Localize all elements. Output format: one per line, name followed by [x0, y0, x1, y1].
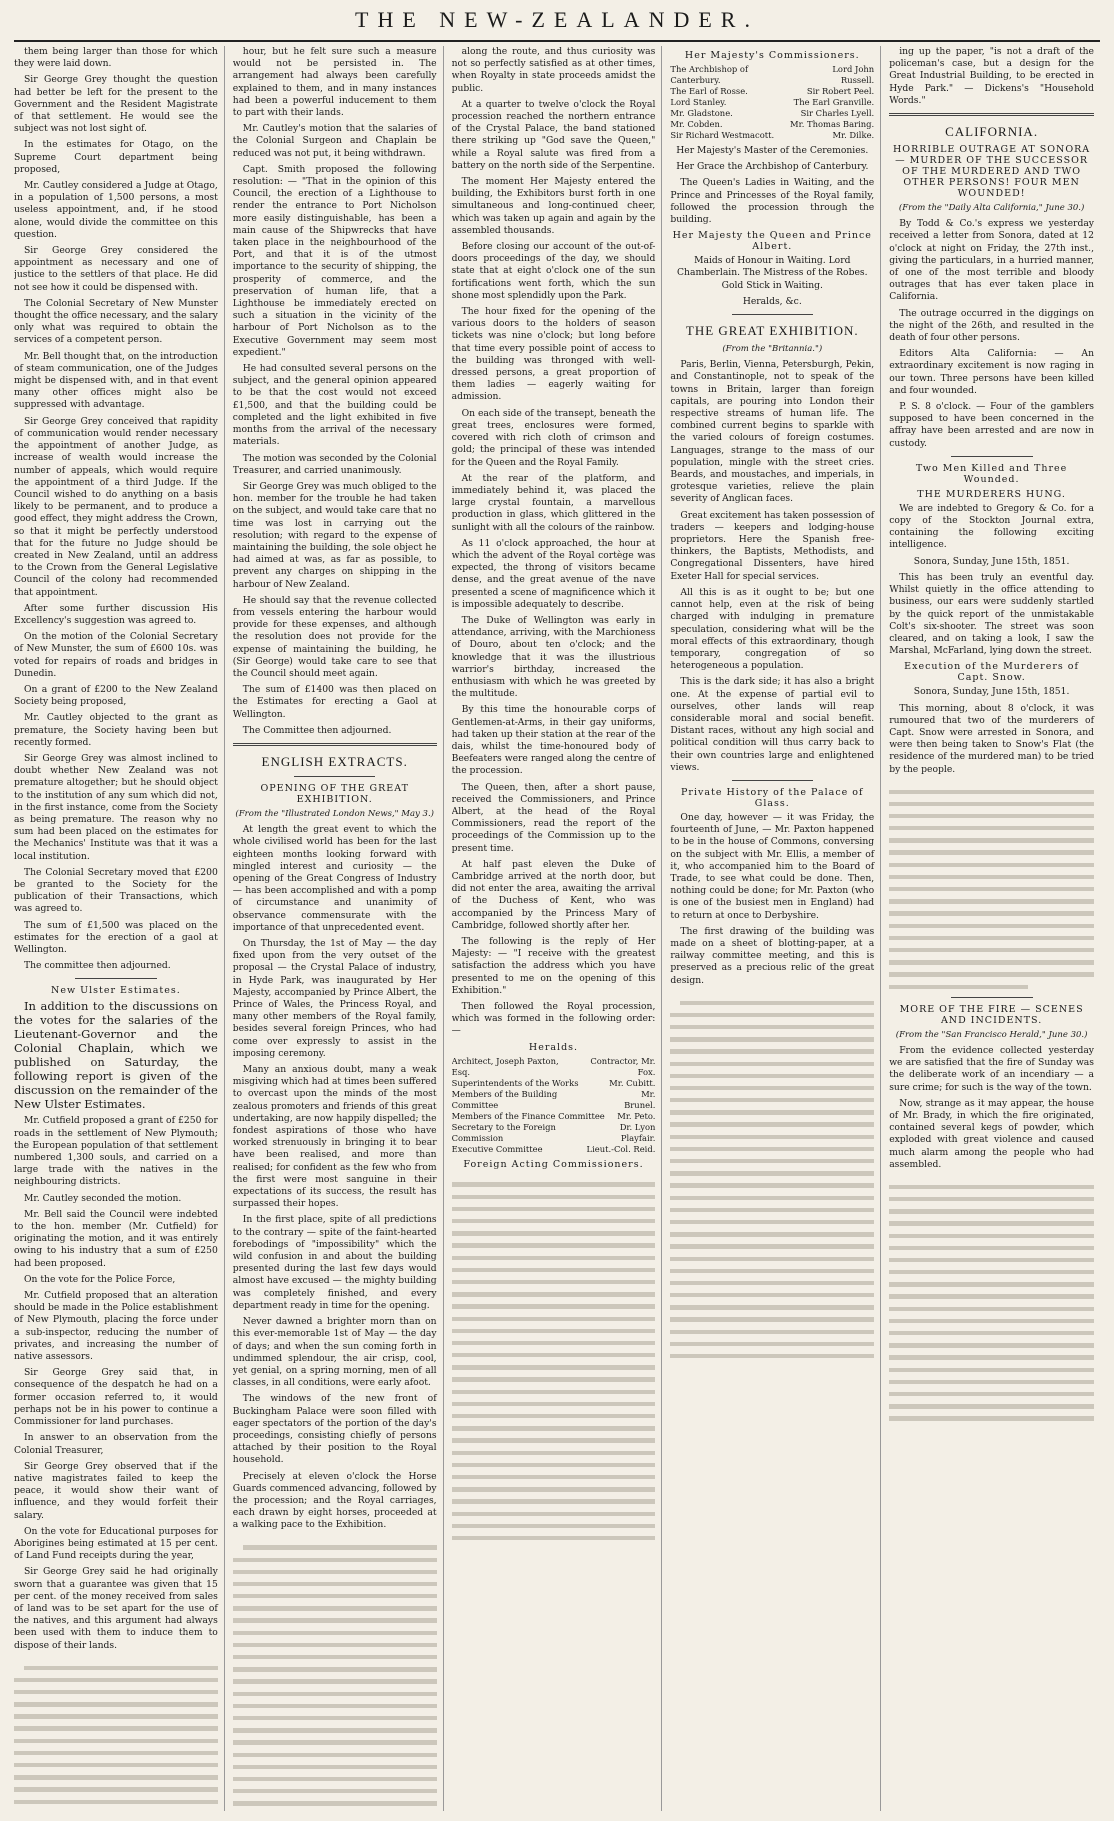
section-heading: ENGLISH EXTRACTS. [261, 753, 408, 769]
column-5 [889, 46, 1100, 1811]
procession-subheading: Foreign Acting Commissioners. [463, 1158, 644, 1170]
paragraph: Mr. Cutfield proposed a grant of £250 for roads in the settlement of New Plymouth; the European population of that settlement numbered 1,300 souls, and carried on a large trade with the natives in the neighbouring districts. [14, 1115, 218, 1188]
column-1 [14, 46, 225, 1811]
paragraph: The Queen's Ladies in Waiting, and the Prince and Princesses of the Royal family, followed the procession through the building. [670, 177, 875, 226]
procession-line: Her Majesty's Master of the Ceremonies. [676, 145, 869, 156]
list-item: Secretary to the Foreign Commission Dr. Lyon Playfair. [451, 1121, 656, 1143]
paragraph: Then followed the Royal procession, which was formed in the following order: — [451, 1001, 656, 1037]
paragraph: This is the dark side; it has also a bright one. At the expense of partial evil to ourselves, other lands will reap considerable moral and social benefit. Distant races, without any high social and political condition will thus carry back to their own countries large and enlightened views. [670, 676, 875, 773]
paragraph: On each side of the transept, beneath the great trees, enclosures were formed, covered with rich cloth of crimson and gold; the principal of these was intended for the Queen and the Royal Family. [451, 407, 656, 468]
list-item: Members of the Finance Committee Mr. Peto. [451, 1110, 656, 1121]
column-3 [452, 46, 663, 1811]
section-divider [951, 997, 1033, 998]
paragraph: On the vote for the Police Force, [24, 1273, 176, 1285]
paragraph: One day, however — it was Friday, the fourteenth of June, — Mr. Paxton happened to be in the house of Commons, conversing on the subject with Mr. Ellis, a member of it, who accompanied him to the Board of Trade, to see what could be done. Then, nothing could be done; for Mr. Paxton (who is one of the busiest men in England) had to return at once to Derbyshire. [670, 811, 875, 921]
list-item: Members of the Building Committee Mr. Brunel. [451, 1088, 656, 1110]
paragraph: Sir George Grey was much obliged to the hon. member for the trouble he had taken on the subject, and would take care that no time was lost in carrying out the resolution; with regard to the expense of maintaining the building, the sole object he had aimed at was, as far as possible, to prevent any charges on shipping in the harbour of New Zealand. [232, 480, 437, 590]
procession-list [452, 1056, 656, 1155]
paragraph: Mr. Cautley considered a Judge at Otago, in a population of 1,500 persons, a most useless appointment, and, if he stood alone, would divide the committee on this question. [14, 180, 218, 240]
royal-line: Her Majesty the Queen and Prince Albert. [672, 230, 872, 253]
paragraph: Mr. Cautley objected to the grant as premature, the Society having been but recently formed. [14, 712, 218, 748]
list-item: Mr. Cobden. Mr. Thomas Baring. [670, 119, 875, 129]
paragraph: At the rear of the platform, and immediately behind it, was placed the large crystal fountain, a marvellous production in glass, which glittered in the sunlight with all the colours of the rainbow. [451, 472, 656, 533]
paragraph: The windows of the new front of Buckingham Palace were soon filled with eager spectators of the portion of the day's proceedings, consisting chiefly of persons attached by their position to the Royal household. [232, 1393, 437, 1466]
paragraph: As 11 o'clock approached, the hour at which the advent of the Royal cortège was expected, the throng of visitors became dense, and the great avenue of the nave presented a scene of magnificence which it is impossible adequately to describe. [451, 537, 656, 610]
section-divider [233, 743, 437, 746]
dateline: Sonora, Sunday, June 15th, 1851. [913, 555, 1070, 567]
paragraph: At half past eleven the Duke of Cambridge arrived at the north door, but did not enter the area, awaiting the arrival of the Duchess of Kent, who was accompanied by the Princess Mary of Cambridge, followed shortly after her. [451, 858, 656, 931]
paragraph: Sir George Grey was almost inclined to doubt whether New Zealand was not premature altogether; but he should object to the institution of any sum which did not, in the first instance, come from the Society as being premature. The reason why no sum had been placed on the estimates for the Mechanics' Institute was that it was a local institution. [14, 752, 218, 862]
paragraph: In answer to an observation from the Colonial Treasurer, [14, 1432, 218, 1456]
paragraph: Many an anxious doubt, many a weak misgiving which had at times been suffered to overcast upon the minds of the most zealous promoters and friends of this great undertaking, are now happily dispelled; the fondest aspirations of those who have worked strenuously in bringing it to bear have been realised, and more than realised; for confident as the few who from the first were most sanguine in their expectations of its success, the result has surpassed their hopes. [232, 1064, 437, 1210]
section-divider [951, 456, 1033, 457]
column-4 [670, 46, 881, 1811]
section-heading: CALIFORNIA. [945, 124, 1039, 140]
illegible-text-block [889, 780, 1094, 989]
paragraph: Sir George Grey observed that if the native magistrates failed to keep the peace, it would show their want of influence, and they would forfeit their salary. [14, 1460, 218, 1521]
illegible-text-block [670, 991, 874, 1359]
lead-paragraph-block [14, 999, 218, 1111]
paragraph: The Committee then adjourned. [242, 724, 392, 736]
paragraph: The Duke of Wellington was early in attendance, arriving, with the Marchioness of Douro, about ten o'clock; and the knowledge that it was the illustrious warrior's birthday, increased the enthusiasm with which he was greeted by the multitude. [451, 614, 656, 700]
section-divider [732, 314, 814, 315]
paragraph: The Queen, then, after a short pause, received the Commissioners, and Prince Albert, at the head of the Royal Commissioners, read the report of the proceedings of the Commission up to the present time. [451, 781, 656, 854]
procession-heading: Heralds. [528, 1041, 579, 1053]
paragraph: The committee then adjourned. [24, 960, 171, 972]
paragraph: Sir George Grey considered the appointment as necessary and one of justice to the settlers of that place. He did not see how it could be dispensed with. [14, 245, 218, 293]
paragraph: Mr. Cautley seconded the motion. [24, 1192, 182, 1204]
paragraph: Mr. Cautley's motion that the salaries of the Colonial Surgeon and Chaplain be reduced was not put, it being withdrawn. [232, 123, 437, 159]
paragraph: ing up the paper, "is not a draft of the policeman's case, but a design for the Great Industrial Building, to be erected in Hyde Park." — Dickens's "Household Words." [889, 46, 1094, 106]
paragraph: Great excitement has taken possession of traders — keepers and lodging-house proprietors. Here the Spanish free-thinkers, the Baptists, Methodists, and Congregational Dissenters, have hired Exeter Hall for special services. [670, 509, 875, 582]
paragraph: The moment Her Majesty entered the building, the Exhibitors burst forth in one simultaneous and long-continued cheer, which was taken up again and again by the assembled thousands. [451, 176, 656, 236]
illegible-text-block [889, 1175, 1094, 1421]
paragraph: On Thursday, the 1st of May — the day fixed upon from the very outset of the proposal — the Crystal Palace of industry, in Hyde Park, was inaugurated by Her Majesty, accompanied by Prince Albert, the Prince of Wales, the Princess Royal, and many other members of the Royal family, besides several foreign Princes, who had come over expressly to assist in the imposing ceremony. [232, 938, 437, 1059]
paragraph: The sum of £1,500 was placed on the estimates for the erection of a gaol at Wellington. [14, 919, 218, 956]
paragraph: After some further discussion His Excellency's suggestion was agreed to. [14, 602, 218, 626]
section-divider [889, 113, 1094, 116]
list-item: Sir Richard Westmacott. Mr. Dilke. [670, 130, 875, 140]
section-divider [75, 978, 157, 979]
paragraph: This has been truly an eventful day. Whilst quietly in the office attending to business, our ears were suddenly startled by the quick report of the unmistakable Colt's six-shooter. The street was soon cleared, and on taking a look, I saw the Marshal, McFarland, lying down the street. [889, 571, 1094, 657]
lead-paragraph: In addition to the discussions on the votes for the salaries of the Lieutenant-Governor and the Colonial Chaplain, which we published on Saturday, the following report is given of the discussion on the remainder of the New Ulster Estimates. [14, 999, 218, 1112]
paragraph: From the evidence collected yesterday we are satisfied that the fire of Sunday was the deliberate work of an incendiary — a sure crime; for such is the way of the town. [889, 1044, 1094, 1093]
procession-line: Heralds, &c. [742, 295, 802, 307]
paragraph: P. S. 8 o'clock. — Four of the gamblers supposed to have been concerned in the affray have been arrested and are now in custody. [889, 401, 1094, 449]
section-divider [732, 780, 814, 781]
article-source: (From the "Illustrated London News," May 3.) [235, 808, 434, 819]
list-item: Superintendents of the Works Mr. Cubitt. [451, 1077, 656, 1088]
illegible-text-block [14, 1656, 218, 1811]
paragraph: By Todd & Co.'s express we yesterday received a letter from Sonora, dated at 12 o'clock at night on Friday, the 27th inst., giving the particulars, in a hurried manner, of one of the most terrible and bloody outrages that has ever taken place in California. [889, 218, 1094, 303]
paragraph: Mr. Bell thought that, on the introduction of steam communication, one of the Judges might be dispensed with, and in that event many other offices might also be suppressed with advantage. [14, 350, 218, 411]
paragraph: The following is the reply of Her Majesty: — "I receive with the greatest satisfaction the address which you have presented to me on the opening of this Exhibition." [451, 936, 656, 996]
paragraph: Sir George Grey conceived that rapidity of communication would render necessary the appointment of another Judge, as increase of wealth would increase the number of appeals, which would require the appointment of a third Judge. If the Council wished to do anything on a basis likely to be permanent, and to produce a good effect, they might address the Crown, so that it might be perfectly understood that for the future no Judge should be created in New Zealand, until an address to the Crown from the General Legislative Council of the colony had recommended that appointment. [14, 415, 218, 598]
paragraph: Capt. Smith proposed the following resolution: — "That in the opinion of this Council, the erection of a Lighthouse to render the entrance to Port Nicholson more easily distinguishable, has been a main cause of the Shipwrecks that have taken place in the neighbourhood of the Port, and that it is of the utmost importance to the security of shipping, the prosperity of commerce, and the preservation of human life, that a Lighthouse be immediately erected on such a situation in the vicinity of the harbour of Port Nicholson as to the Executive Government may seem most expedient." [232, 163, 437, 358]
paragraph: This morning, about 8 o'clock, it was rumoured that two of the murderers of Capt. Snow were arrested in Sonora, and were then being taken to Snow's Flat (the residence of the murdered man) to be tried by the people. [889, 702, 1094, 775]
paragraph: Never dawned a brighter morn than on this ever-memorable 1st of May — the day of days; and when the sun coming forth in undimmed splendour, the air crisp, cool, yet genial, on a spring morning, men of all classes, in all conditions, were early afoot. [232, 1316, 437, 1389]
article-source: (From the "Britannia.") [722, 344, 823, 355]
paragraph: The Colonial Secretary moved that £200 be granted to the Society for the publication of their Transactions, which was agreed to. [14, 866, 218, 915]
paragraph: The sum of £1400 was then placed on the Estimates for erecting a Gaol at Wellington. [232, 684, 437, 720]
paragraph: The outrage occurred in the diggings on the night of the 26th, and resulted in the death of four other persons. [889, 307, 1094, 344]
paragraph: them being larger than those for which they were laid down. [14, 46, 218, 70]
paragraph: On the vote for Educational purposes for Aborigines being estimated at 15 per cent. of Land Fund receipts during the year, [14, 1525, 218, 1562]
illegible-text-block [233, 1536, 437, 1811]
paragraph: along the route, and thus curiosity was not so perfectly satisfied as at other times, when Royalty in state proceeds amidst the public. [451, 46, 656, 94]
commissioners-list [670, 64, 874, 141]
paragraph: Mr. Cutfield proposed that an alteration should be made in the Police establishment of New Plymouth, placing the force under a sub-inspector, reducing the number of privates, and increasing the number of native assessors. [14, 1290, 218, 1363]
paragraph: The motion was seconded by the Colonial Treasurer, and carried unanimously. [232, 452, 437, 476]
paragraph: Now, strange as it may appear, the house of Mr. Brady, in which the fire originated, contained several kegs of powder, which exploded with great violence and caused much alarm among the people who had assembled. [889, 1097, 1094, 1170]
article-source: (From the "Daily Alta California," June 30.) [898, 203, 1085, 214]
paragraph: Precisely at eleven o'clock the Horse Guards commenced advancing, followed by the procession; and the Royal carriages, each drawn by eight horses, proceeded at a walking pace to the Exhibition. [232, 1470, 437, 1531]
list-item: Executive Committee Lieut.-Col. Reid. [451, 1143, 656, 1154]
newspaper-title: THE NEW-ZEALANDER. [355, 7, 759, 32]
article-heading: Private History of the Palace of Glass. [681, 786, 864, 809]
paragraph: At a quarter to twelve o'clock the Royal procession reached the northern entrance of the Crystal Palace, the band stationed there striking up "God save the Queen," while a Royal salute was fired from a battery on the north side of the Serpentine. [451, 98, 656, 171]
paragraph: He should say that the revenue collected from vessels entering the harbour would provide for these expenses, and although the resolution does not provide for the expense of maintaining the building, he (Sir George) would take care to see that the Council should meet again. [232, 594, 437, 679]
list-heading: Her Majesty's Commissioners. [684, 50, 860, 61]
paragraph: The Colonial Secretary of New Munster thought the office necessary, and the salary only what was required to obtain the services of a competent person. [14, 297, 218, 346]
list-item: Architect, Joseph Paxton, Esq. Contractor, Mr. Fox. [451, 1055, 656, 1077]
paragraph: Editors Alta California: — An extraordinary excitement is now raging in our town. Three persons have been killed and four wounded. [889, 348, 1094, 396]
list-item: Mr. Gladstone. Sir Charles Lyell. [670, 108, 875, 118]
article-subheading: THE MURDERERS HUNG. [917, 488, 1066, 500]
section-heading: New Ulster Estimates. [51, 985, 181, 997]
paragraph: We are indebted to Gregory & Co. for a copy of the Stockton Journal extra, containing the following exciting intelligence. [889, 502, 1094, 551]
article-heading: Two Men Killed and Three Wounded. [915, 462, 1068, 485]
paragraph: The first drawing of the building was made on a sheet of blotting-paper, at a railway committee meeting, and this is preserved as a precious relic of the great design. [670, 925, 875, 986]
article-heading: MORE OF THE FIRE — SCENES AND INCIDENTS. [899, 1003, 1084, 1026]
paragraph: By this time the honourable corps of Gentlemen-at-Arms, in their gay uniforms, had taken up their station at the rear of the dais, whilst the time-honoured body of Beefeaters were ranged along the centre of the procession. [451, 704, 656, 777]
list-item: The Archbishop of Canterbury. Lord John Russell. [670, 64, 875, 85]
paragraph: Paris, Berlin, Vienna, Petersburgh, Pekin, and Constantinople, not to speak of the towns in Britain, larger than foreign capitals, are pouring into London their respective streams of human life. The combined current begins to sparkle with the varied colours of foreign costumes. Languages, strange to the mass of our population, mingle with the street cries. Beards, and moustaches, and imperials, in grotesque varieties, relieve the plain severity of Anglican faces. [670, 359, 875, 505]
paragraph: On a grant of £200 to the New Zealand Society being proposed, [14, 683, 218, 708]
list-item: The Earl of Rosse. Sir Robert Peel. [670, 86, 875, 96]
article-heading: HORRIBLE OUTRAGE AT SONORA — MURDER OF THE SUCCESSOR OF THE MURDERED AND TWO OTHER PERSONS! FOUR MEN WOUNDED! [893, 144, 1091, 200]
heading-divider [294, 776, 376, 777]
columns [14, 46, 1100, 1811]
paragraph: In the first place, spite of all predictions to the contrary — spite of the faint-hearted forebodings of "impossibility" which the wild confusion in and about the building presented during the last few days would almost have excused — the mighty building was completely finished, and every department ready in time for the opening. [232, 1214, 437, 1311]
paragraph: All this is as it ought to be; but one cannot help, even at the risk of being charged with indulging in premature speculation, considering what will be the moral effects of this extraordinary, though temporary, congregation of so heterogeneous a population. [670, 586, 875, 672]
masthead [14, 0, 1100, 42]
paragraph: Sir George Grey thought the question had better be left for the present to the Government and the Resident Magistrate of that settlement. He would see the subject was not lost sight of. [14, 74, 218, 135]
paragraph: hour, but he felt sure such a measure would not be persisted in. The arrangement had always been carefully explained to them, and in many instances had been a powerful inducement to them to part with their lands. [232, 46, 437, 119]
paragraph: At length the great event to which the whole civilised world has been for the last eighteen months looking forward with mingled interest and curiosity — the opening of the Great Congress of Industry — has been accomplished and with a pomp of circumstance and unanimity of observance commensurate with the importance of that unprecedented event. [232, 824, 437, 933]
article-source: (From the "San Francisco Herald," June 30.) [895, 1029, 1088, 1040]
list-item: Lord Stanley. The Earl Granville. [670, 97, 875, 107]
paragraph: He had consulted several persons on the subject, and the general opinion appeared to be that the cost would not exceed £1,500, and that the building could be completed and the light exhibited in five months from the arrival of the necessary materials. [232, 363, 437, 448]
dateline: Sonora, Sunday, June 15th, 1851. [913, 686, 1070, 698]
paragraph: Before closing our account of the out-of-doors proceedings of the day, we should state that at eight o'clock one of the sun fortifications went forth, which the sun shone most splendidly upon the Park. [451, 241, 656, 301]
section-heading: THE GREAT EXHIBITION. [685, 323, 859, 339]
paragraph: In the estimates for Otago, on the Supreme Court department being proposed, [14, 139, 218, 175]
paragraph: On the motion of the Colonial Secretary of New Munster, the sum of £600 10s. was voted for repairs of roads and bridges in Dunedin. [14, 631, 218, 679]
paragraph: Sir George Grey said that, in consequence of the despatch he had on a former occasion referred to, it would perhaps not be in his power to continue a Commissioner for land purchases. [14, 1367, 218, 1428]
procession-line: Her Grace the Archbishop of Canterbury. [676, 161, 869, 173]
article-subheading: Execution of the Murderers of Capt. Snow. [904, 661, 1079, 684]
illegible-text-block [452, 1173, 656, 1541]
paragraph: Mr. Bell said the Council were indebted to the hon. member (Mr. Cutfield) for originating the motion, and it was entirely owing to his industry that a sum of £250 had been proposed. [14, 1208, 218, 1269]
article-heading: OPENING OF THE GREAT EXHIBITION. [260, 782, 409, 805]
paragraph: Sir George Grey said he had originally sworn that a guarantee was given that 15 per cent. of the money received from sales of land was to be set apart for the use of the natives, and this argument had always been used with them to induce them to dispose of their lands. [14, 1566, 218, 1651]
paragraph: The hour fixed for the opening of the various doors to the holders of season tickets was nine o'clock; but long before that time every possible point of access to the building was thronged with well-dressed persons, a great proportion of them ladies — eagerly waiting for admission. [451, 306, 656, 403]
column-2 [233, 46, 444, 1811]
procession-line: Maids of Honour in Waiting. Lord Chamberlain. The Mistress of the Robes. Gold Stick in Waiting. [677, 255, 868, 291]
